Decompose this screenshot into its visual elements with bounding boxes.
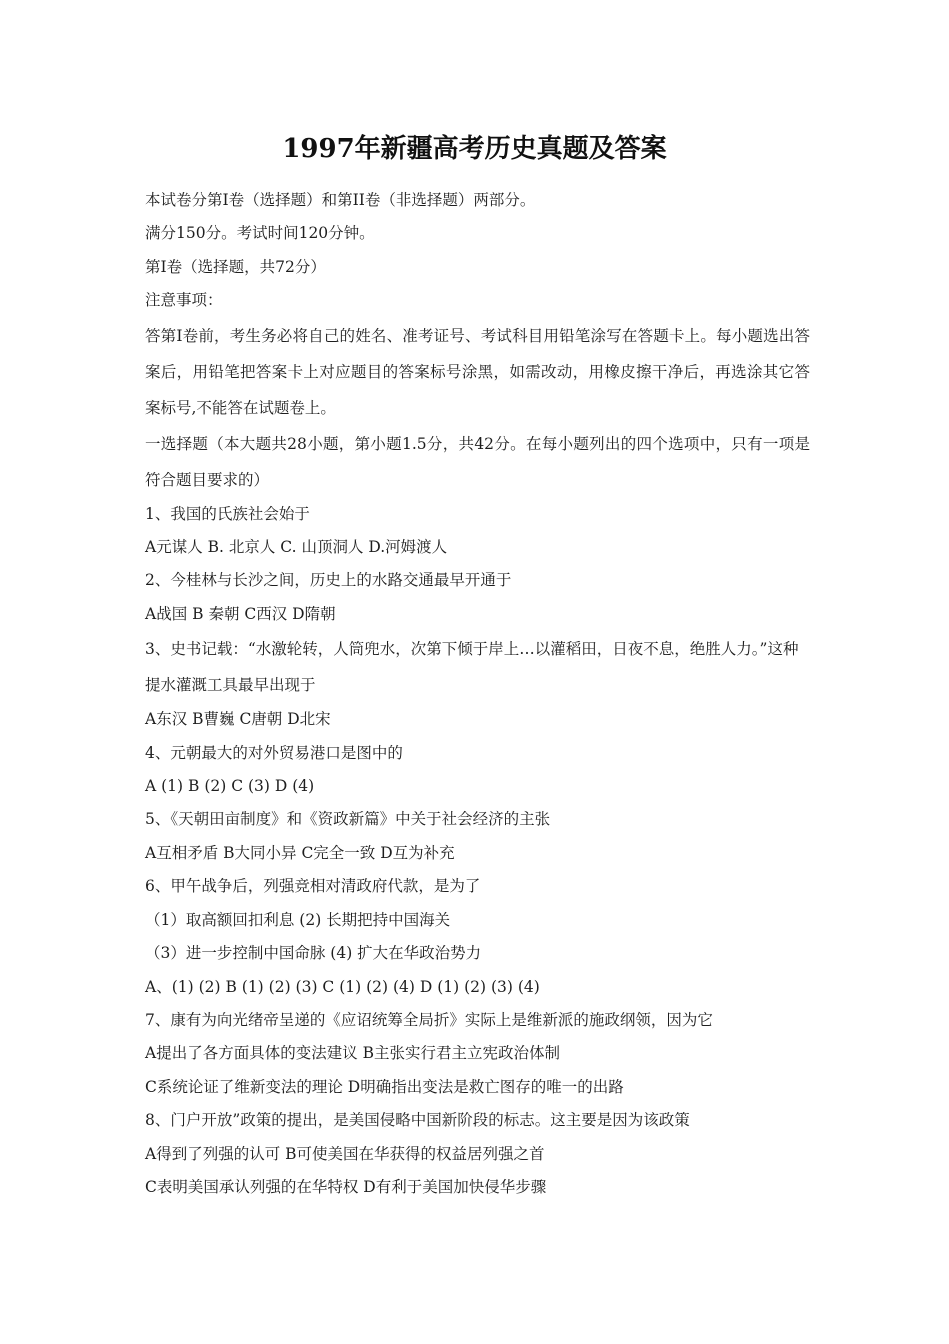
question-4: [145, 737, 810, 804]
question-1: [145, 498, 810, 565]
question-options: A、(1) (2) B (1) (2) (3) C (1) (2) (4) D (1) (2) (3) (4): [145, 977, 540, 996]
question-options: A互相矛盾 B大同小异 C完全一致 D互为补充: [145, 843, 455, 862]
question-options: A提出了各方面具体的变法建议 B主张实行君主立宪政治体制: [145, 1044, 561, 1063]
question-options: （1）取高额回扣利息 (2) 长期把持中国海关: [145, 910, 451, 929]
question-7: [145, 1004, 810, 1104]
intro-line: 满分150分。考试时间120分钟。: [145, 224, 375, 243]
question-stem: 4、元朝最大的对外贸易港口是图中的: [145, 743, 403, 762]
question-options: C表明美国承认列强的在华特权 D有利于美国加快侵华步骤: [145, 1177, 547, 1196]
question-8: [145, 1104, 810, 1204]
question-stem: 2、今桂林与长沙之间，历史上的水路交通最早开通于: [145, 571, 512, 590]
question-options: A得到了列强的认可 B可使美国在华获得的权益居列强之首: [145, 1144, 545, 1163]
document-body: [145, 184, 810, 1204]
question-options: A (1) B (2) C (3) D (4): [145, 777, 315, 796]
document-title: 1997年新疆高考历史真题及答案: [282, 134, 667, 164]
question-3: [145, 631, 810, 736]
question-stem: 3、史书记载：“水激轮转，人筒兜水，次第下倾于岸上…以灌稻田，日夜不息，绝胜人力。”这种提水灌溉工具最早出现于: [145, 640, 799, 695]
question-stem: 6、甲午战争后，列强竞相对清政府代款，是为了: [145, 877, 481, 896]
section-paragraph: 一选择题（本大题共28小题，第小题1.5分，共42分。在每小题列出的四个选项中，只有一项是符合题目要求的）: [145, 434, 810, 489]
notice-paragraph: 答第I卷前，考生务必将自己的姓名、准考证号、考试科目用铅笔涂写在答题卡上。每小题选出答案后，用铅笔把答案卡上对应题目的答案标号涂黑，如需改动，用橡皮擦干净后，再选涂其它答案标号,不能答在试题卷上。: [145, 326, 810, 417]
question-5: [145, 803, 810, 870]
question-options: A东汉 B曹巍 C唐朝 D北宋: [145, 710, 331, 729]
question-stem: 7、康有为向光绪帝呈递的《应诏统筹全局折》实际上是维新派的施政纲领，因为它: [145, 1010, 713, 1029]
question-stem: 1、我国的氏族社会始于: [145, 504, 310, 523]
intro-line: 本试卷分第I卷（选择题）和第II卷（非选择题）两部分。: [145, 191, 536, 209]
question-stem: 8、门户开放”政策的提出，是美国侵略中国新阶段的标志。这主要是因为该政策: [145, 1111, 690, 1130]
intro-line: 第I卷（选择题，共72分）: [145, 257, 326, 276]
question-options: A战国 B 秦朝 C西汉 D隋朝: [145, 604, 336, 623]
question-options: A元谋人 B. 北京人 C. 山顶洞人 D.河姆渡人: [145, 538, 448, 557]
question-options: C系统论证了维新变法的理论 D明确指出变法是救亡图存的唯一的出路: [145, 1077, 624, 1096]
question-2: [145, 564, 810, 631]
intro-line: 注意事项：: [145, 291, 223, 310]
question-stem: 5、《天朝田亩制度》和《资政新篇》中关于社会经济的主张: [145, 810, 551, 829]
question-options: （3）进一步控制中国命脉 (4) 扩大在华政治势力: [145, 944, 482, 963]
question-6: [145, 870, 810, 1004]
